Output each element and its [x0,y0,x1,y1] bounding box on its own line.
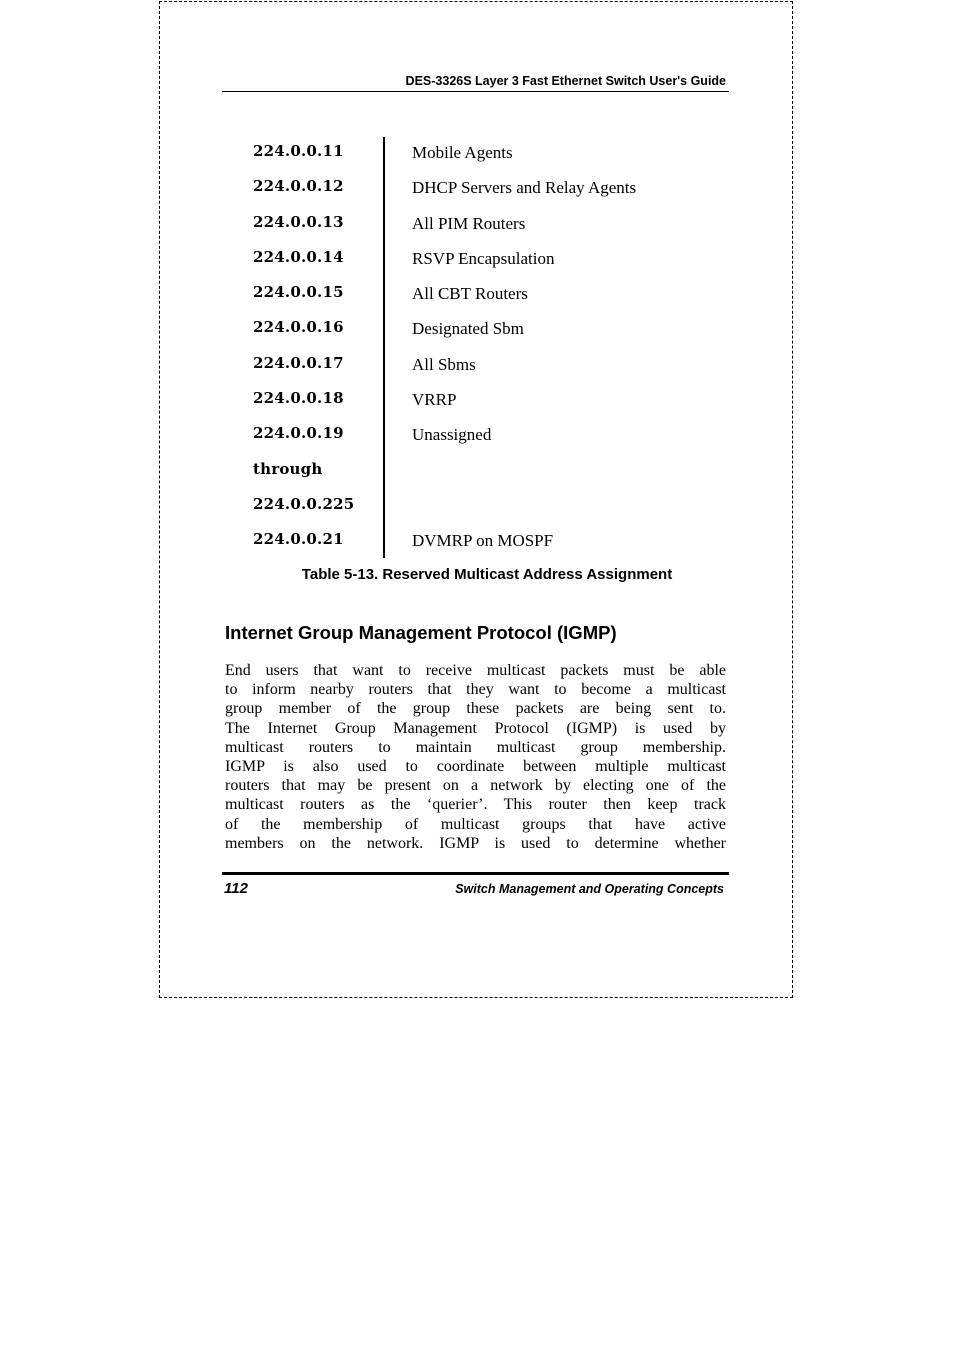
table-row [253,454,713,489]
address-cell: 224.0.0.13 [253,212,344,231]
header-rule [222,91,729,92]
address-cell: 224.0.0.18 [253,389,344,408]
address-cell: 224.0.0.225 [253,494,355,513]
table-row [253,136,713,171]
table-row [253,277,713,312]
address-cell: 224.0.0.21 [253,530,344,549]
paragraph-line: group member of the group these packets are being sent to. [225,700,726,718]
address-cell: through [253,459,323,478]
description-cell: All Sbms [412,354,476,374]
paragraph-line: The Internet Group Management Protocol (IGMP) is used by [225,719,726,737]
description-cell: Unassigned [412,425,492,445]
section-heading: Internet Group Management Protocol (IGMP) [225,622,617,643]
description-cell: All CBT Routers [412,284,528,304]
address-cell: 224.0.0.14 [253,247,344,266]
paragraph-line: to inform nearby routers that they want to become a multicast [225,681,726,699]
address-cell: 224.0.0.12 [253,177,344,196]
paragraph-line: multicast routers as the ‘querier’. This router then keep track [225,796,726,814]
address-cell: 224.0.0.11 [253,142,344,160]
table-row [253,207,713,242]
page-number: 112 [224,880,248,897]
table-row [253,348,713,383]
paragraph-line: routers that may be present on a network by electing one of the [225,777,726,795]
address-cell: 224.0.0.17 [253,353,344,372]
description-cell: Designated Sbm [412,319,524,339]
multicast-address-table [253,136,713,560]
table-row [253,489,713,524]
description-cell: Mobile Agents [412,143,513,162]
paragraph-line: of the membership of multicast groups that have active [225,815,726,833]
address-cell: 224.0.0.19 [253,424,344,443]
table-caption: Table 5-13. Reserved Multicast Address Assignment [301,566,673,583]
paragraph-line: multicast routers to maintain multicast group membership. [225,738,726,756]
table-row [253,312,713,347]
running-header: DES-3326S Layer 3 Fast Ethernet Switch User's Guide [405,74,726,88]
paragraph-line: members on the network. IGMP is used to determine whether [225,834,726,852]
paragraph-line: IGMP is also used to coordinate between multiple multicast [225,757,726,775]
paragraph-line: End users that want to receive multicast packets must be able [225,662,726,679]
description-cell: VRRP [412,390,457,410]
description-cell: DVMRP on MOSPF [412,531,554,551]
address-cell: 224.0.0.16 [253,318,344,337]
table-row [253,524,713,559]
table-row [253,418,713,453]
address-cell: 224.0.0.15 [253,283,344,302]
footer-section-title: Switch Management and Operating Concepts [455,882,724,896]
description-cell: DHCP Servers and Relay Agents [412,178,637,198]
table-row [253,242,713,277]
body-paragraph [225,661,726,853]
footer-rule [222,872,729,875]
description-cell: RSVP Encapsulation [412,248,555,268]
table-row [253,171,713,206]
table-row [253,383,713,418]
description-cell: All PIM Routers [412,213,526,233]
